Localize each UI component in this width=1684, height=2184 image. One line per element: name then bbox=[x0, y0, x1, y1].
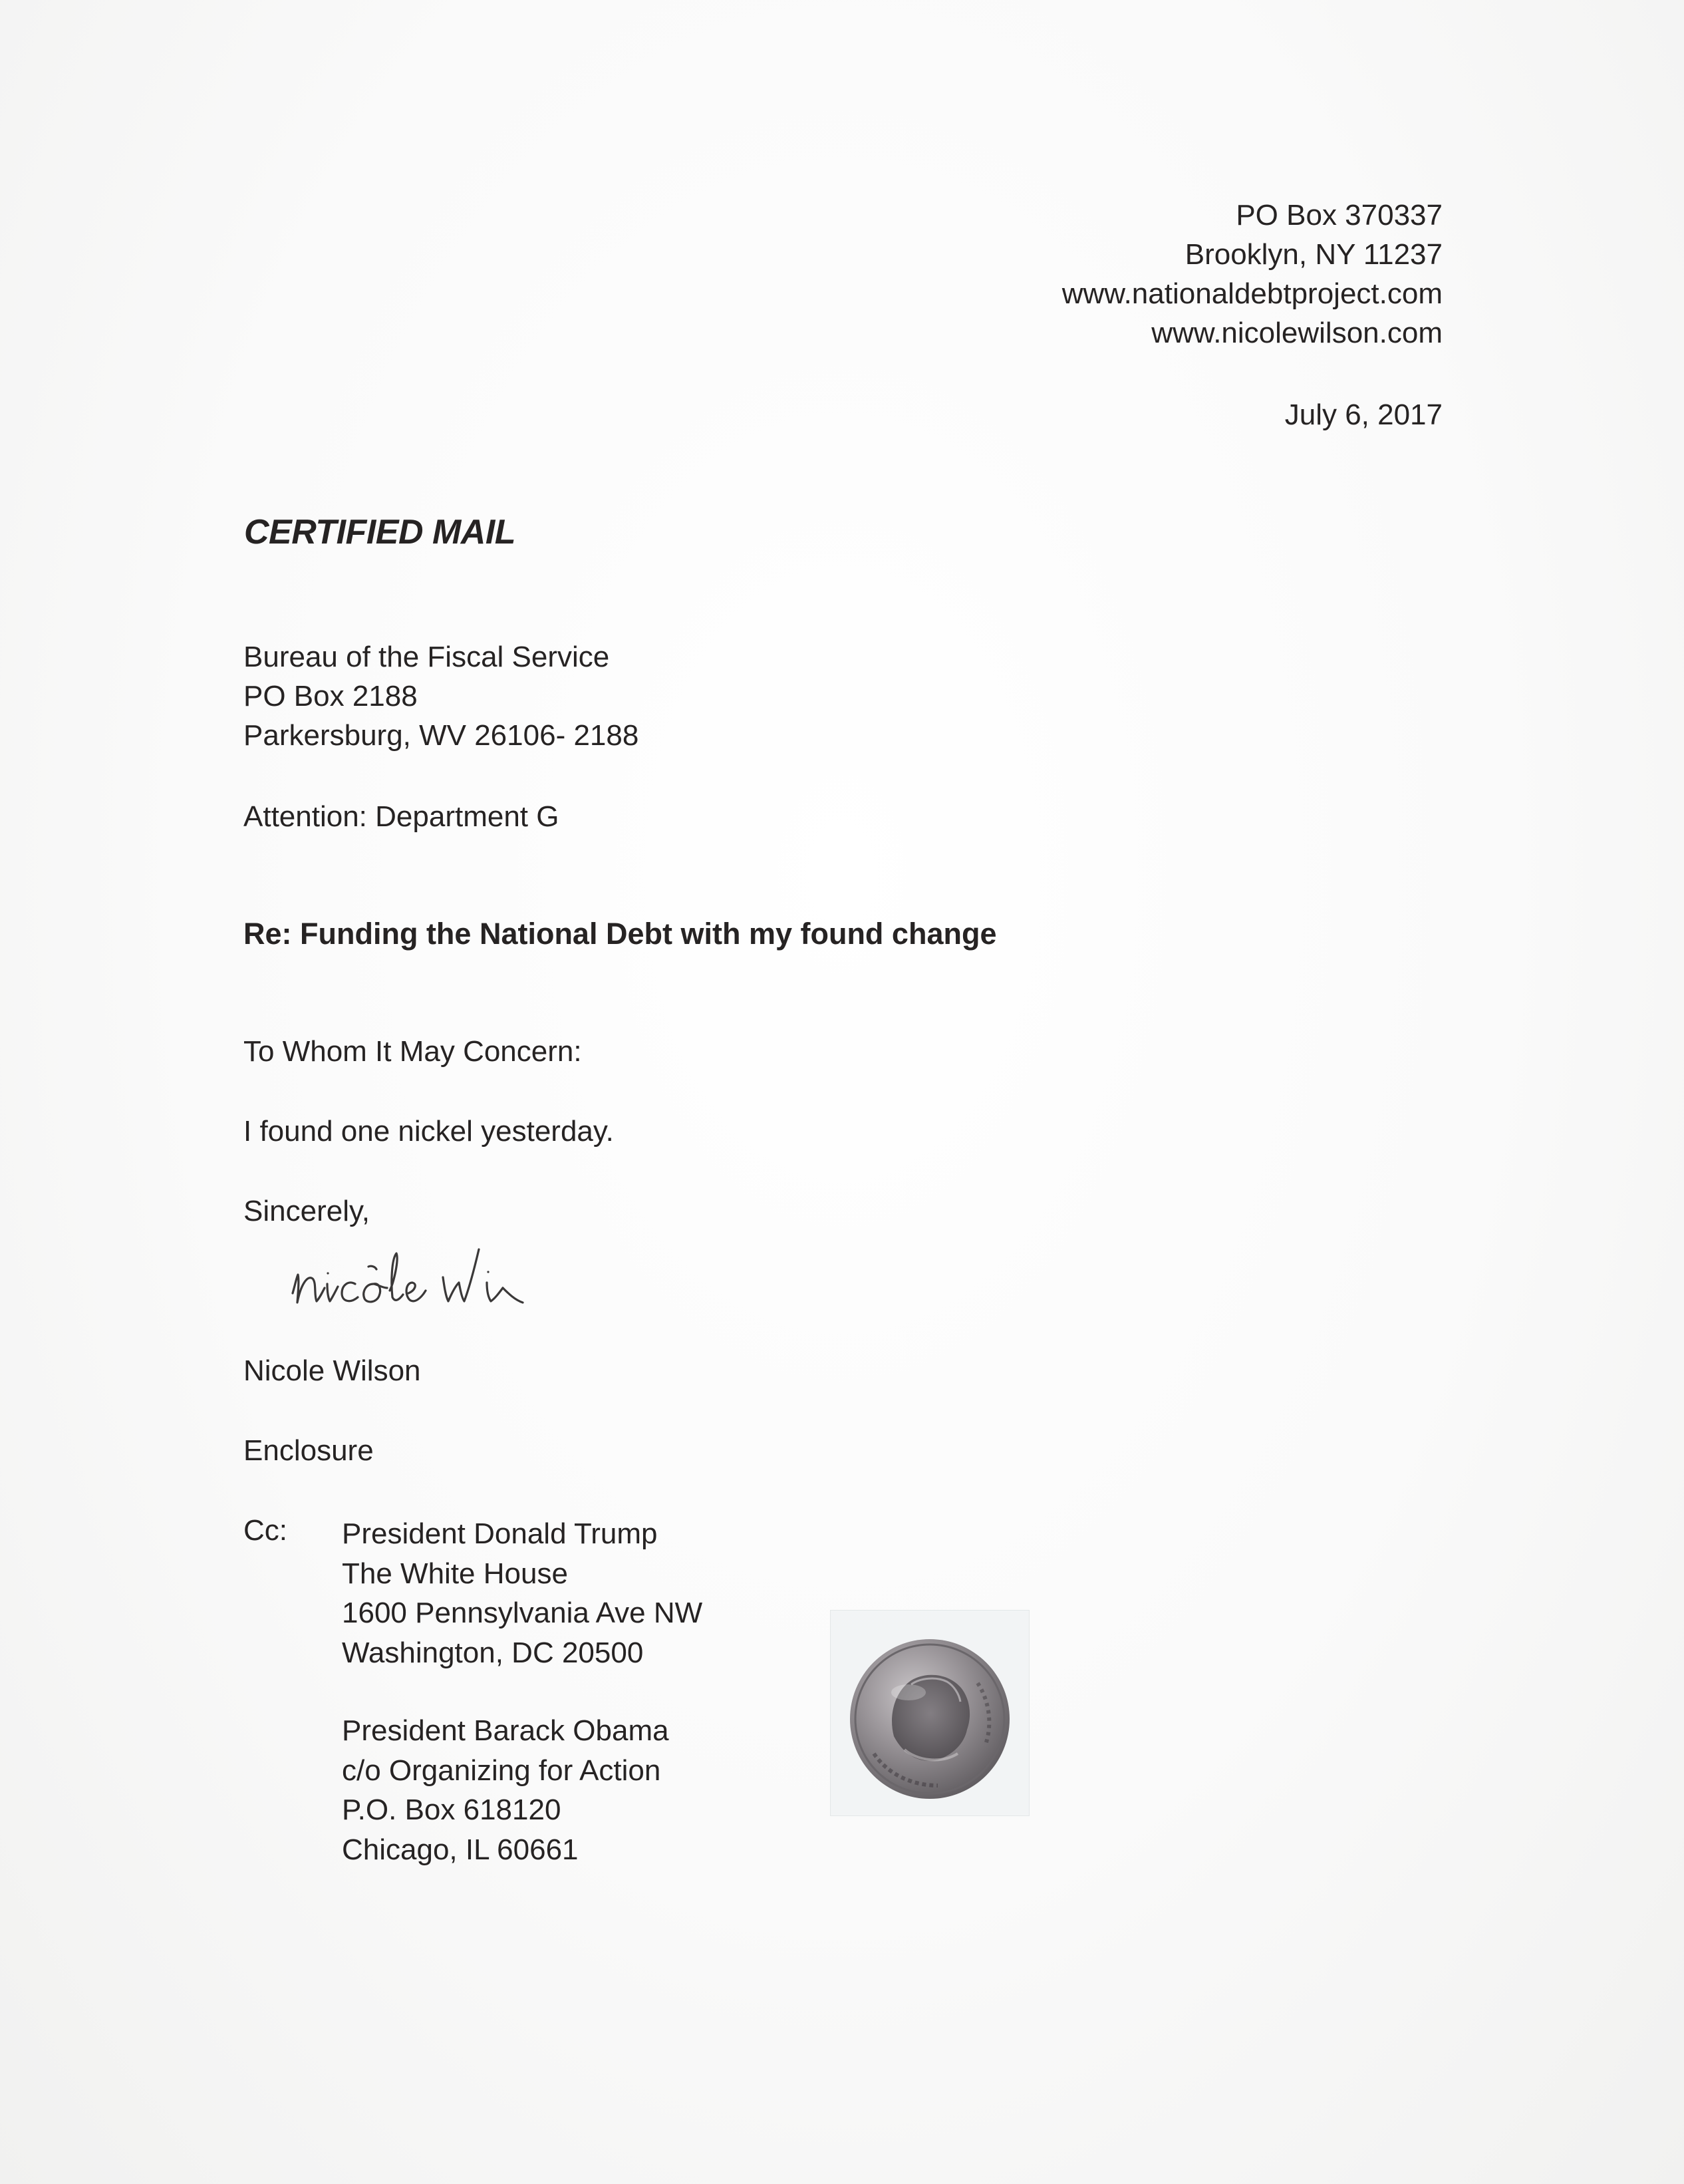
letter-body: I found one nickel yesterday. bbox=[243, 1115, 614, 1148]
sender-website: www.nationaldebtproject.com bbox=[1061, 277, 1443, 310]
nickel-coin-icon bbox=[847, 1637, 1012, 1801]
handwritten-signature bbox=[286, 1219, 665, 1332]
cc-recipient-line: P.O. Box 618120 bbox=[342, 1794, 561, 1826]
salutation: To Whom It May Concern: bbox=[243, 1035, 582, 1068]
cc-recipient-line: Washington, DC 20500 bbox=[342, 1636, 644, 1669]
cc-recipient bbox=[342, 1514, 702, 1672]
attention-line: Attention: Department G bbox=[243, 800, 559, 833]
mail-type-heading: CERTIFIED MAIL bbox=[244, 513, 516, 551]
enclosure-note: Enclosure bbox=[243, 1434, 374, 1467]
sender-address-line: PO Box 370337 bbox=[1236, 199, 1443, 232]
sender-website: www.nicolewilson.com bbox=[1151, 317, 1443, 349]
cc-label: Cc: bbox=[243, 1514, 287, 1547]
cc-recipient-line: 1600 Pennsylvania Ave NW bbox=[342, 1597, 703, 1629]
cc-recipient-line: The White House bbox=[342, 1557, 568, 1590]
recipient-address-line: Bureau of the Fiscal Service bbox=[243, 641, 610, 673]
subject-line: Re: Funding the National Debt with my found change bbox=[243, 917, 997, 951]
closing: Sincerely, bbox=[243, 1195, 370, 1227]
cc-recipient-line: c/o Organizing for Action bbox=[342, 1754, 661, 1787]
recipient-address bbox=[243, 637, 638, 755]
letter-date: July 6, 2017 bbox=[1284, 398, 1443, 431]
recipient-address-line: Parkersburg, WV 26106- 2188 bbox=[243, 719, 639, 752]
taped-nickel bbox=[830, 1610, 1030, 1816]
cc-recipient-line: President Donald Trump bbox=[342, 1517, 658, 1550]
recipient-address-line: PO Box 2188 bbox=[243, 680, 418, 712]
cc-recipient-line: President Barack Obama bbox=[342, 1714, 669, 1747]
sender-address bbox=[1062, 196, 1443, 353]
cc-recipient bbox=[342, 1711, 669, 1869]
signer-name: Nicole Wilson bbox=[243, 1354, 421, 1387]
sender-address-line: Brooklyn, NY 11237 bbox=[1185, 238, 1443, 271]
cc-recipient-line: Chicago, IL 60661 bbox=[342, 1833, 579, 1866]
